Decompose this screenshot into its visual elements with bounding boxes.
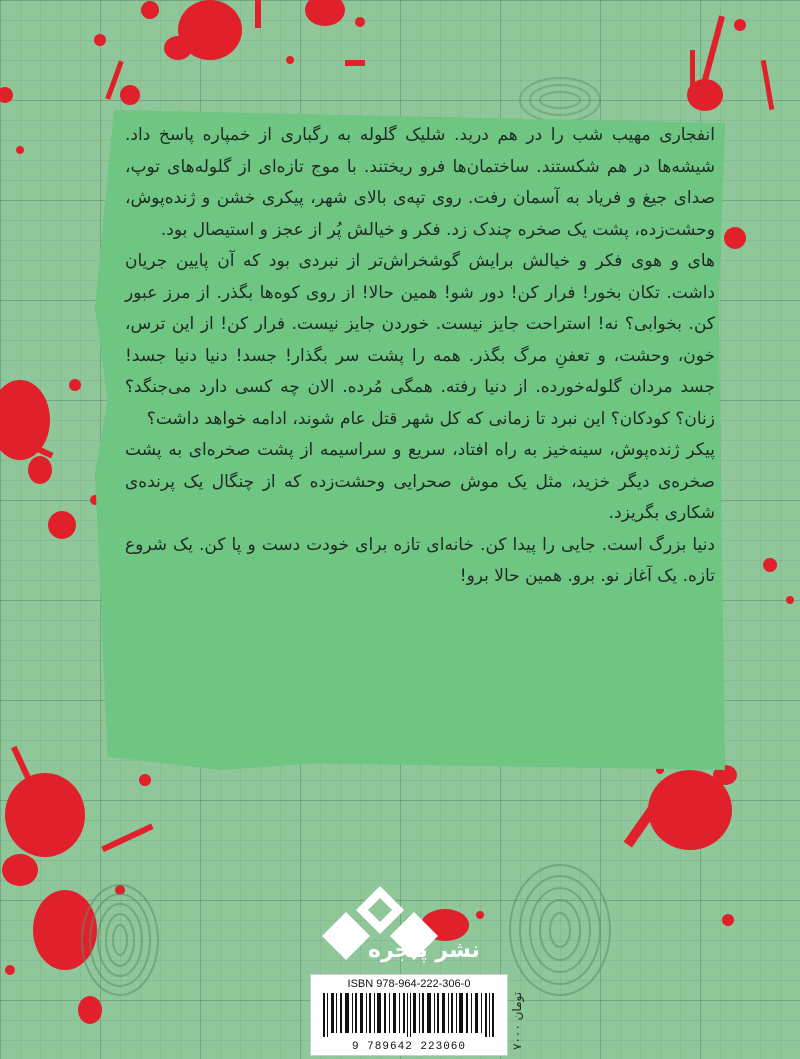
blood-splatter-icon [94, 0, 261, 105]
blood-splatter-icon [0, 87, 24, 154]
isbn-label: ISBN 978-964-222-306-0 [347, 978, 471, 990]
barcode-number: 9 789642 223060 [351, 1041, 467, 1053]
blood-splatter-icon [624, 765, 737, 926]
price-label: ۷۰۰۰ تومان [510, 991, 524, 1050]
blurb-paragraph: انفجاری مهیب شب را در هم درید. شلیک گلوله به رگباری از خمپاره پاسخ داد. شیشه‌ها در هم شکستند. ساختمان‌ها فرو ریختند. با موج تازه‌ای از گلوله‌های توپ، صدای جیغ و فریاد به آسمان رفت. روی تپه‌ی بالای شهر، پیکری خشن و ژنده‌پوش، وحشت‌زده، پشت یک صخره چندک زد. فکر و خیالش پُر از عجز و استیصال بود. [125, 125, 715, 240]
fingerprint-icon [520, 78, 600, 122]
barcode-bars-icon [323, 993, 495, 1037]
fingerprint-icon [510, 865, 610, 995]
publisher-name: نشر پنجره [368, 938, 480, 963]
blood-splatter-icon [763, 558, 794, 604]
blood-splatter-icon [0, 379, 100, 539]
blurb-paragraph: پیکر ژنده‌پوش، سینه‌خیز به راه افتاد، سریع و سراسیمه از پشت صخره‌ای به پشت صخره‌ی دیگر خزید، مثل یک موش صحرایی وحشت‌زده که از چنگال یک پرنده‌ی شکاری بگریزد. [125, 440, 715, 523]
blood-splatter-icon [286, 0, 365, 66]
blurb-text [125, 120, 715, 593]
barcode [310, 974, 508, 1056]
blurb-paragraph: های و هوی فکر و خیالش برایش گوشخراش‌تر از نبردی بود که آن پایین جریان داشت. تکان بخور! فرار کن! دور شو! همین حالا! از روی کوه‌ها بگذر. از مرز عبور کن. بخوابی؟ نه! استراحت جایز نیست. خوردن جایز نیست. فرار کن! از این ترس، خون، وحشت، و تعفنِ مرگ بگذر. همه را پشت سر بگذار! جسد! دنیا دنیا جسد! جسد مردان گلوله‌خورده. از دنیا رفته. همگی مُرده. الان چه کسی دارد می‌جنگد؟ زنان؟ کودکان؟ این نبرد تا زمانی که کل شهر قتل عام شوند، ادامه خواهد داشت؟ [125, 251, 715, 429]
blurb-paragraph: دنیا بزرگ است. جایی را پیدا کن. خانه‌ای تازه برای خودت دست و پا کن. یک شروع تازه. یک آغاز نو. برو. همین حالا برو! [125, 534, 715, 586]
